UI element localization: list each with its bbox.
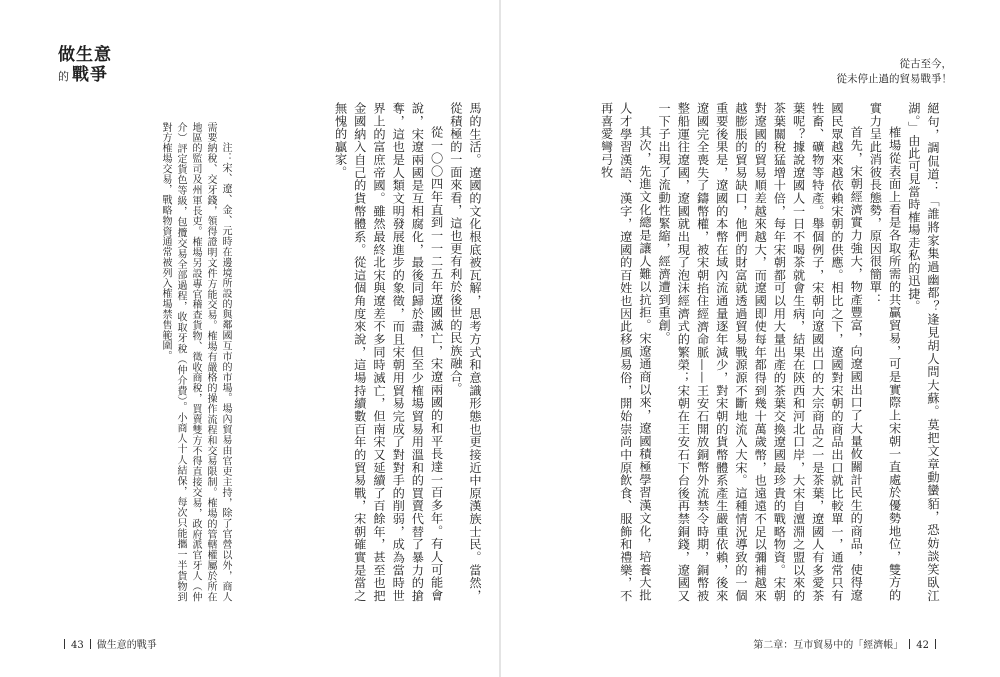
left-running-title: 做生意的戰爭	[96, 640, 157, 651]
body-paragraph: 榷場從表面上看是各取所需的共贏貿易，可是實際上宋朝一直處於優勢地位，雙方的實力呈此消彼長態勢，原因很簡單：	[868, 102, 902, 602]
logo-subtitle	[58, 60, 108, 85]
body-paragraph: 從一〇〇四年直到一一二五年遼國滅亡，宋遼兩國的和平長達一百多年。有人可能會說，宋遼兩國是互相腐化，最後同歸於盡，但至少榷場貿易用溫和的買賣代替了暴力的搶奪，這也是人類文明發展進步的象徵，而且宋朝用貿易完成了對對手的削弱，成為當時世界上的富庶帝國。雖然最終北宋與遼差不多同時滅亡，但南宋又延續了百餘年，甚至也把金國納入自己的貨幣體系。從這個角度來說，這場持續數百年的貿易戰，宋朝確實是當之無愧的贏家。	[333, 102, 444, 602]
right-running-title: 第二章：互市貿易中的「經濟帳」	[753, 640, 904, 651]
footnote-text: 注：宋、遼、金、元時在邊境所設的與鄰國互市的市場。場內貿易由官吏主持，除了官營以外，商人需要納稅、交牙錢，領得證明文件方能交易。榷場有嚴格的操作流程和交易限制。榷場的管轄權屬於所在地區的監司及州軍長吏。榷場另設專官稽查貨物、徵收商稅，買賣雙方不得直接交易，政府派官牙人（仲介）評定貨色等級，包攬交易全部過程，收取牙稅（仲介費）。小商人十人結保，每次只能攜一半貨物到對方榷場交易，戰略物資通常被列入榷場禁售範圍。	[160, 122, 231, 602]
logo-title: 做生意	[58, 45, 112, 65]
body-paragraph: 絕句，調侃道：「誰將家集過幽都？逢見胡人問大蘇。莫把文章動蠻貊，恐妨談笑臥江湖。」由此可見當時榷場走私的迅捷。	[906, 102, 940, 602]
left-page-body	[252, 102, 484, 602]
tagline-line-1: 從古至今，	[899, 58, 952, 70]
footer-divider	[909, 639, 910, 649]
left-footer	[58, 636, 157, 651]
left-page-number: 43	[71, 640, 84, 651]
tagline	[792, 57, 952, 87]
right-footer	[753, 636, 942, 651]
footer-divider	[64, 639, 65, 649]
body-paragraph: 其次，先進文化總是讓人難以抗拒。宋遼通商以來，遼國積極學習漢文化，培養大批人才學習漢語、漢字，遼國的百姓也因此移風易俗，開始崇尚中原飲食、服飾和禮樂，不再喜愛彎弓牧	[599, 102, 652, 602]
tagline-line-2: 從未停止過的貿易戰爭！	[836, 73, 952, 85]
body-paragraph: 馬的生活。遼國的文化根底被瓦解，思考方式和意識形態也更接近中原漢族士民。當然，從積極的一面來看，這也更有利於後世的民族融合。	[448, 102, 482, 602]
footnote	[128, 122, 233, 602]
body-paragraph: 首先，宋朝經濟實力強大，物產豐富，向遼國出口了大量攸關計民生的商品，使得遼國民眾越來越依賴宋朝的供應。相比之下，遼國對宋朝的商品出口就比較單一，通常只有牲畜、礦物等特產。舉個例子，宋朝向遼國出口的大宗商品之一是茶葉，遼國人有多愛茶葉呢？據說遼國人一日不喝茶就會生病，結果在陝西和河北口岸，大宋自澶淵之盟以來的茶葉關稅猛增十倍，每年宋朝都可以用大量出產的茶葉交換遼國最珍貴的戰略物資。宋朝對遼國的貿易順差越來越大，而遼國即使每年都得到幾十萬歲幣，也遠遠不足以彌補越來越膨脹的貿易缺口，他們的財富就透過貿易戰源源不斷地流入大宋。這種情況導致的一個重要後果是，遼國的本幣在域內流通量逐年減少，對宋朝的貨幣體系產生嚴重依賴，後來遼國完全喪失了鑄幣權，被宋朝掐住經濟命脈——王安石開放銅幣外流禁令時期，銅幣被整船運往遼國，遼國就出現了泡沫經濟式的繁榮；宋朝在王安石下台後再禁銅錢，遼國又一下子出現了流動性緊縮，經濟遭到重創。	[657, 102, 864, 602]
logo-sub-text: 戰爭	[72, 65, 108, 85]
book-logo	[58, 40, 118, 85]
footer-divider	[935, 639, 936, 649]
right-page-body	[590, 102, 942, 602]
footer-divider	[90, 639, 91, 649]
right-page-number: 42	[916, 640, 929, 651]
logo-small-char: 的	[58, 70, 70, 83]
